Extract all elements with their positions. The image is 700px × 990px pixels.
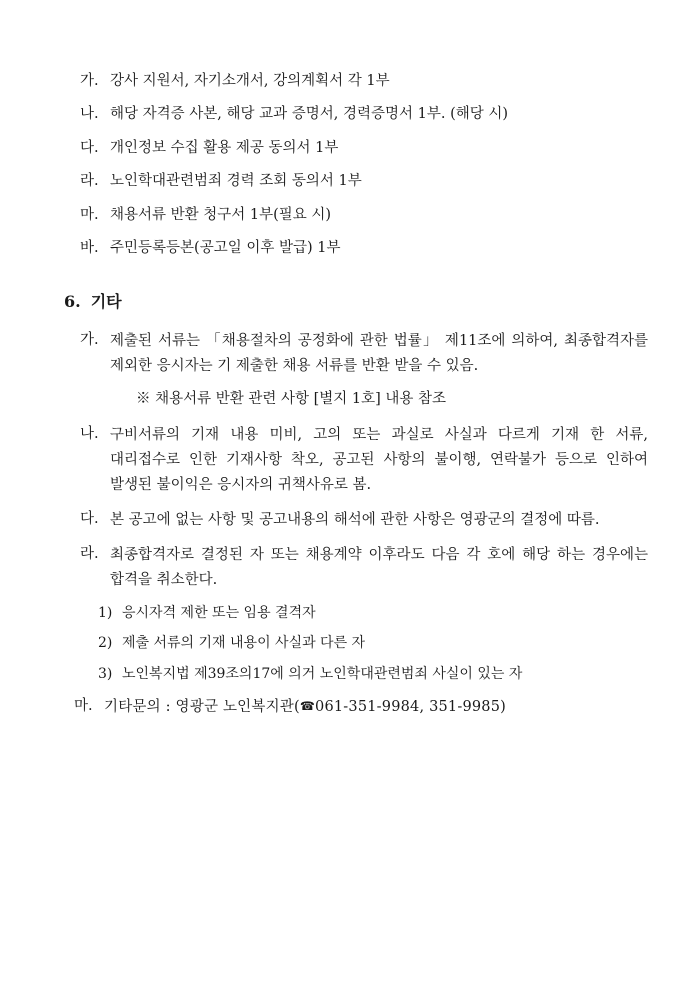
sub-list-item-marker: 3) bbox=[98, 665, 113, 682]
list-item bbox=[80, 137, 648, 159]
contact-label: 기타문의 : 영광군 노인복지관( bbox=[104, 698, 300, 715]
list-item-text: 최종합격자로 결정된 자 또는 채용계약 이후라도 다음 각 호에 해당 하는 경우에는 합격을 취소한다. bbox=[110, 546, 648, 588]
list-item-marker: 바. bbox=[80, 240, 99, 257]
sub-list-item-text: 노인복지법 제39조의17에 의거 노인학대관련범죄 사실이 있는 자 bbox=[122, 665, 523, 682]
list-item-marker: 라. bbox=[80, 545, 99, 562]
contact-numbers: 061-351-9984, 351-9985) bbox=[315, 698, 507, 715]
telephone-icon: ☎ bbox=[299, 698, 316, 713]
section-heading-etc bbox=[64, 290, 648, 315]
section-title: 기타 bbox=[90, 291, 122, 311]
list-item bbox=[80, 170, 648, 192]
list-item-marker: 라. bbox=[80, 173, 99, 190]
sub-list-item bbox=[80, 633, 648, 655]
list-item-marker: 마. bbox=[80, 206, 99, 223]
contact-marker: 마. bbox=[74, 697, 93, 714]
list-item bbox=[80, 508, 648, 533]
contact-text bbox=[104, 695, 648, 720]
list-item bbox=[80, 204, 648, 226]
list-item-text: 채용서류 반환 청구서 1부(필요 시) bbox=[110, 206, 332, 223]
contact-item bbox=[74, 695, 648, 720]
sub-list-item bbox=[80, 603, 648, 625]
sub-list-item-text: 응시자격 제한 또는 임용 결격자 bbox=[122, 604, 316, 621]
list-item bbox=[80, 423, 648, 498]
sub-list-item-marker: 2) bbox=[98, 635, 113, 652]
sub-list-item-text: 제출 서류의 기재 내용이 사실과 다른 자 bbox=[122, 635, 366, 652]
list-item-marker: 나. bbox=[80, 425, 99, 442]
list-item-marker: 나. bbox=[80, 106, 99, 123]
document-body bbox=[52, 70, 648, 720]
list-item-text: 노인학대관련범죄 경력 조회 동의서 1부 bbox=[110, 173, 362, 190]
list-item bbox=[80, 70, 648, 92]
list-item bbox=[80, 543, 648, 593]
list-item bbox=[80, 329, 648, 379]
sub-list-item-marker: 1) bbox=[98, 604, 113, 621]
list-item-text: 해당 자격증 사본, 해당 교과 증명서, 경력증명서 1부. (해당 시) bbox=[110, 106, 509, 123]
list-item-text: 제출된 서류는 「채용절차의 공정화에 관한 법률」 제11조에 의하여, 최종합격자를 제외한 응시자는 기 제출한 채용 서류를 반환 받을 수 있음. bbox=[110, 332, 648, 374]
document-return-note: ※ 채용서류 반환 관련 사항 [별지 1호] 내용 참조 bbox=[136, 391, 447, 408]
list-item-text: 주민등록등본(공고일 이후 발급) 1부 bbox=[110, 240, 341, 257]
list-item-text: 강사 지원서, 자기소개서, 강의계획서 각 1부 bbox=[110, 73, 390, 89]
list-item-marker: 다. bbox=[80, 510, 99, 527]
list-item-text: 개인정보 수집 활용 제공 동의서 1부 bbox=[110, 139, 339, 156]
list-item bbox=[80, 237, 648, 259]
list-item-text: 본 공고에 없는 사항 및 공고내용의 해석에 관한 사항은 영광군의 결정에 따름. bbox=[110, 511, 600, 528]
list-item-marker: 가. bbox=[80, 73, 99, 89]
list-item-marker: 다. bbox=[80, 139, 99, 156]
required-documents-list bbox=[80, 70, 648, 260]
section-number: 6. bbox=[64, 291, 81, 311]
list-item-text: 구비서류의 기재 내용 미비, 고의 또는 과실로 사실과 다르게 기재 한 서류, 대리접수로 인한 기재사항 착오, 공고된 사항의 불이행, 연락불가 등으로 인하여 발생된 불이익은 응시자의 귀책사유로 봄. bbox=[110, 426, 648, 493]
section-content-etc bbox=[74, 329, 648, 720]
list-item-marker: 가. bbox=[80, 331, 99, 348]
sub-list-item bbox=[80, 664, 648, 686]
list-item bbox=[80, 103, 648, 125]
